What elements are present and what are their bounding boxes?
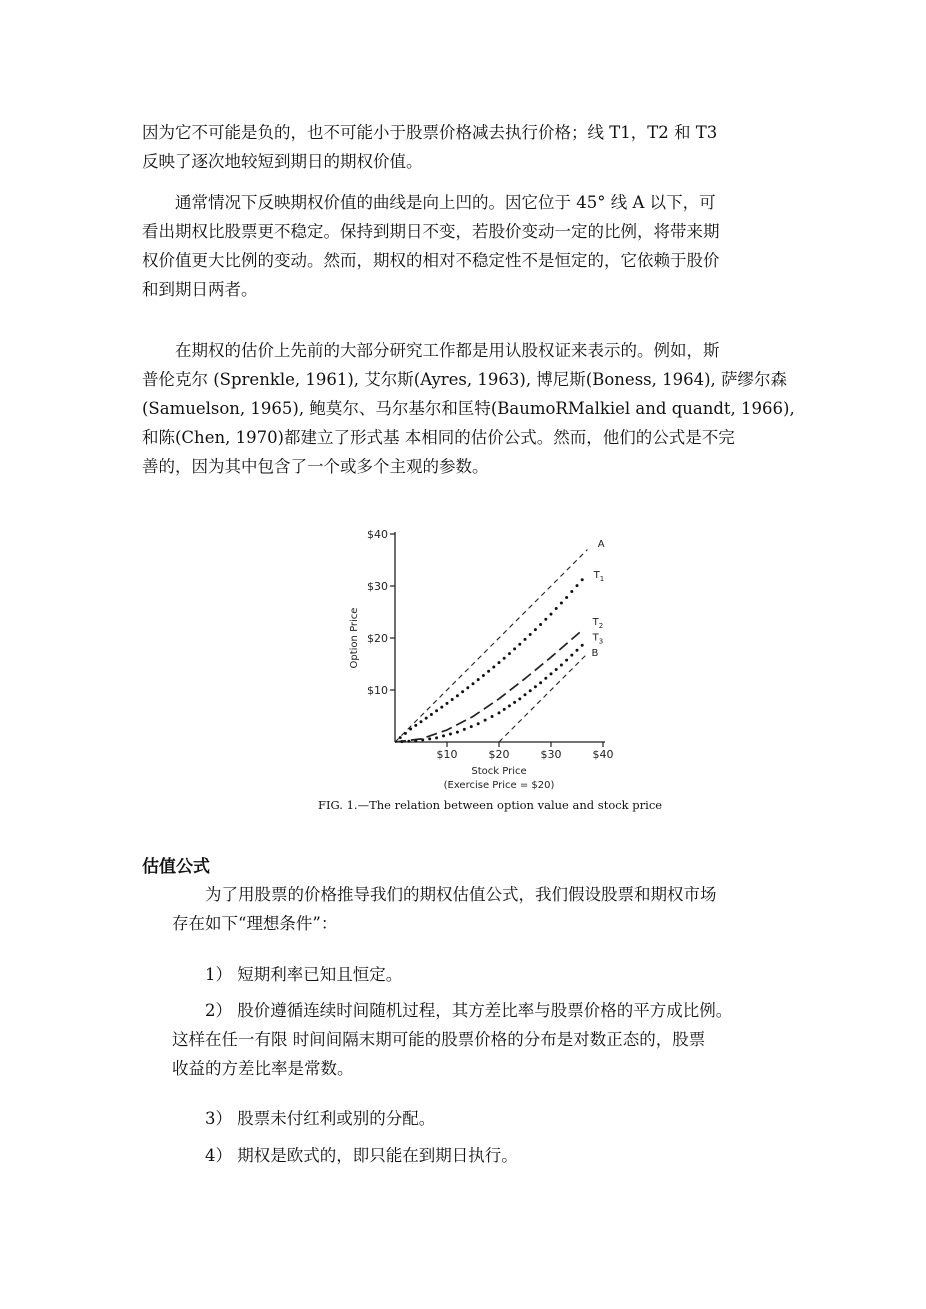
series-point-t1 xyxy=(420,720,423,723)
series-point-t1 xyxy=(565,596,568,599)
y-tick-label: $40 xyxy=(367,528,388,541)
series-point-t1 xyxy=(524,638,527,641)
text-line: 收益的方差比率是常数。 xyxy=(172,1059,354,1078)
series-point-t3 xyxy=(513,701,516,704)
figure-caption: FIG. 1.—The relation between option value and stock price xyxy=(318,798,663,812)
series-point-t1 xyxy=(560,601,563,604)
series-point-t3 xyxy=(456,731,459,734)
series-point-t1 xyxy=(544,618,547,621)
series-line-b xyxy=(499,654,587,742)
series-point-t1 xyxy=(472,682,475,685)
x-tick-label: $40 xyxy=(592,748,614,761)
series-point-t3 xyxy=(570,654,573,657)
text-line: 这样在任一有限 时间间隔末期可能的股票价格的分布是对数正态的，股票 xyxy=(172,1030,706,1049)
series-point-t3 xyxy=(477,722,480,725)
text-line: 在期权的估价上先前的大部分研究工作都是用认股权证来表示的。例如，斯 xyxy=(142,341,720,360)
series-point-t3 xyxy=(421,738,424,741)
series-point-t3 xyxy=(550,672,553,675)
series-point-t1 xyxy=(492,665,495,668)
series-point-t3 xyxy=(529,689,532,692)
assumption-item-4 xyxy=(172,1141,802,1170)
series-point-t3 xyxy=(484,719,487,722)
text-line: 通常情况下反映期权价值的曲线是向上凹的。因它位于 45° 线 A 以下，可 xyxy=(142,193,716,212)
series-label-t3: $T_3$ xyxy=(592,632,604,646)
text-line: 为了用股票的价格推导我们的期权估值公式，我们假设股票和期权市场 xyxy=(172,885,717,904)
series-point-t1 xyxy=(466,686,469,689)
series-point-t3 xyxy=(414,739,417,742)
series-label-t1: $T_1$ xyxy=(593,570,605,584)
x-axis-label: Stock Price xyxy=(471,766,527,777)
series-point-t1 xyxy=(399,736,402,739)
series-point-t3 xyxy=(470,725,473,728)
series-point-t1 xyxy=(498,661,501,664)
assumption-item-1 xyxy=(172,960,802,989)
series-point-t1 xyxy=(430,713,433,716)
series-point-t1 xyxy=(409,728,412,731)
series-point-t3 xyxy=(555,668,558,671)
series-point-t3 xyxy=(508,704,511,707)
series-point-t1 xyxy=(581,578,584,581)
text-line: 反映了逐次地较短到期日的期权价值。 xyxy=(142,152,423,171)
x-tick-label: $30 xyxy=(540,748,562,761)
series-point-t3 xyxy=(435,736,438,739)
series-point-t1 xyxy=(477,678,480,681)
paragraph-1 xyxy=(142,118,792,176)
assumption-item-3 xyxy=(172,1104,802,1133)
series-point-t1 xyxy=(487,670,490,673)
series-point-t1 xyxy=(446,702,449,705)
text-line: 普伦克尔 (Sprenkle, 1961), 艾尔斯(Ayres, 1963), 博尼斯(Boness, 1964), 萨缪尔森 xyxy=(142,370,788,389)
series-point-t1 xyxy=(518,643,521,646)
series-point-t3 xyxy=(428,737,431,740)
series-point-t1 xyxy=(508,652,511,655)
series-point-t3 xyxy=(524,693,527,696)
text-line: 4） 期权是欧式的，即只能在到期日执行。 xyxy=(172,1146,518,1165)
series-point-t3 xyxy=(498,711,501,714)
series-label-b: B xyxy=(591,648,599,660)
series-point-t1 xyxy=(539,623,542,626)
series-point-t1 xyxy=(435,709,438,712)
y-tick-label: $20 xyxy=(367,632,388,645)
text-line: 因为它不可能是负的，也不可能小于股票价格减去执行价格；线 T1，T2 和 T3 xyxy=(142,123,718,142)
chart-series xyxy=(395,550,587,744)
series-point-t1 xyxy=(404,732,407,735)
series-point-t3 xyxy=(449,733,452,736)
text-line: 和到期日两者。 xyxy=(142,280,258,299)
text-line: (Samuelson, 1965), 鲍莫尔、马尔基尔和匡特(BaumoRMalkiel and quandt, 1966), xyxy=(142,399,795,418)
series-point-t1 xyxy=(576,584,579,587)
series-point-t1 xyxy=(440,706,443,709)
series-line-t2 xyxy=(395,630,582,742)
series-point-t1 xyxy=(570,590,573,593)
series-point-t3 xyxy=(518,697,521,700)
series-point-t1 xyxy=(550,613,553,616)
series-point-t1 xyxy=(555,607,558,610)
section-intro xyxy=(172,880,792,938)
series-point-t1 xyxy=(461,690,464,693)
section-heading: 估值公式 xyxy=(142,857,210,877)
series-point-t1 xyxy=(456,694,459,697)
series-point-t3 xyxy=(442,734,445,737)
series-point-t3 xyxy=(581,644,584,647)
series-line-a xyxy=(395,550,587,742)
text-line: 和陈(Chen, 1970)都建立了形式基 本相同的估价公式。然而，他们的公式是不完 xyxy=(142,428,735,447)
series-point-t3 xyxy=(565,659,568,662)
series-label-t2: $T_2$ xyxy=(592,617,604,630)
series-point-t1 xyxy=(529,633,532,636)
series-point-t1 xyxy=(534,628,537,631)
series-point-t1 xyxy=(425,717,428,720)
text-line: 善的，因为其中包含了一个或多个主观的参数。 xyxy=(142,457,489,476)
option-price-chart xyxy=(300,520,670,820)
series-point-t3 xyxy=(463,728,466,731)
text-line: 3） 股票未付红利或别的分配。 xyxy=(172,1109,436,1128)
chart-labels xyxy=(349,528,614,791)
y-tick-label: $10 xyxy=(367,684,388,697)
x-tick-label: $20 xyxy=(488,748,510,761)
y-axis-label: Option Price xyxy=(349,607,360,669)
series-point-t3 xyxy=(400,740,403,743)
series-point-t3 xyxy=(539,681,542,684)
series-point-t3 xyxy=(491,715,494,718)
x-tick-label: $10 xyxy=(436,748,458,761)
series-point-t3 xyxy=(407,740,410,743)
text-line: 存在如下“理想条件”： xyxy=(172,914,338,933)
series-point-t3 xyxy=(534,685,537,688)
x-axis-sublabel: (Exercise Price = $20) xyxy=(443,780,555,791)
series-point-t3 xyxy=(544,677,547,680)
assumption-item-2 xyxy=(172,996,802,1083)
series-point-t3 xyxy=(503,708,506,711)
series-label-a: A xyxy=(597,539,605,550)
text-line: 看出期权比股票更不稳定。保持到期日不变，若股价变动一定的比例，将带来期 xyxy=(142,222,720,241)
text-line: 权价值更大比例的变动。然而，期权的相对不稳定性不是恒定的，它依赖于股价 xyxy=(142,251,720,270)
paragraph-3 xyxy=(142,336,795,481)
series-point-t1 xyxy=(451,698,454,701)
text-line: 2） 股价遵循连续时间随机过程，其方差比率与股票价格的平方成比例。 xyxy=(172,1001,733,1020)
paragraph-2 xyxy=(142,188,792,304)
series-point-t1 xyxy=(414,724,417,727)
y-tick-label: $30 xyxy=(367,580,388,593)
series-point-t3 xyxy=(576,649,579,652)
series-point-t1 xyxy=(503,657,506,660)
series-point-t1 xyxy=(513,647,516,650)
series-point-t3 xyxy=(560,664,563,667)
text-line: 1） 短期利率已知且恒定。 xyxy=(172,965,403,984)
series-point-t1 xyxy=(482,674,485,677)
